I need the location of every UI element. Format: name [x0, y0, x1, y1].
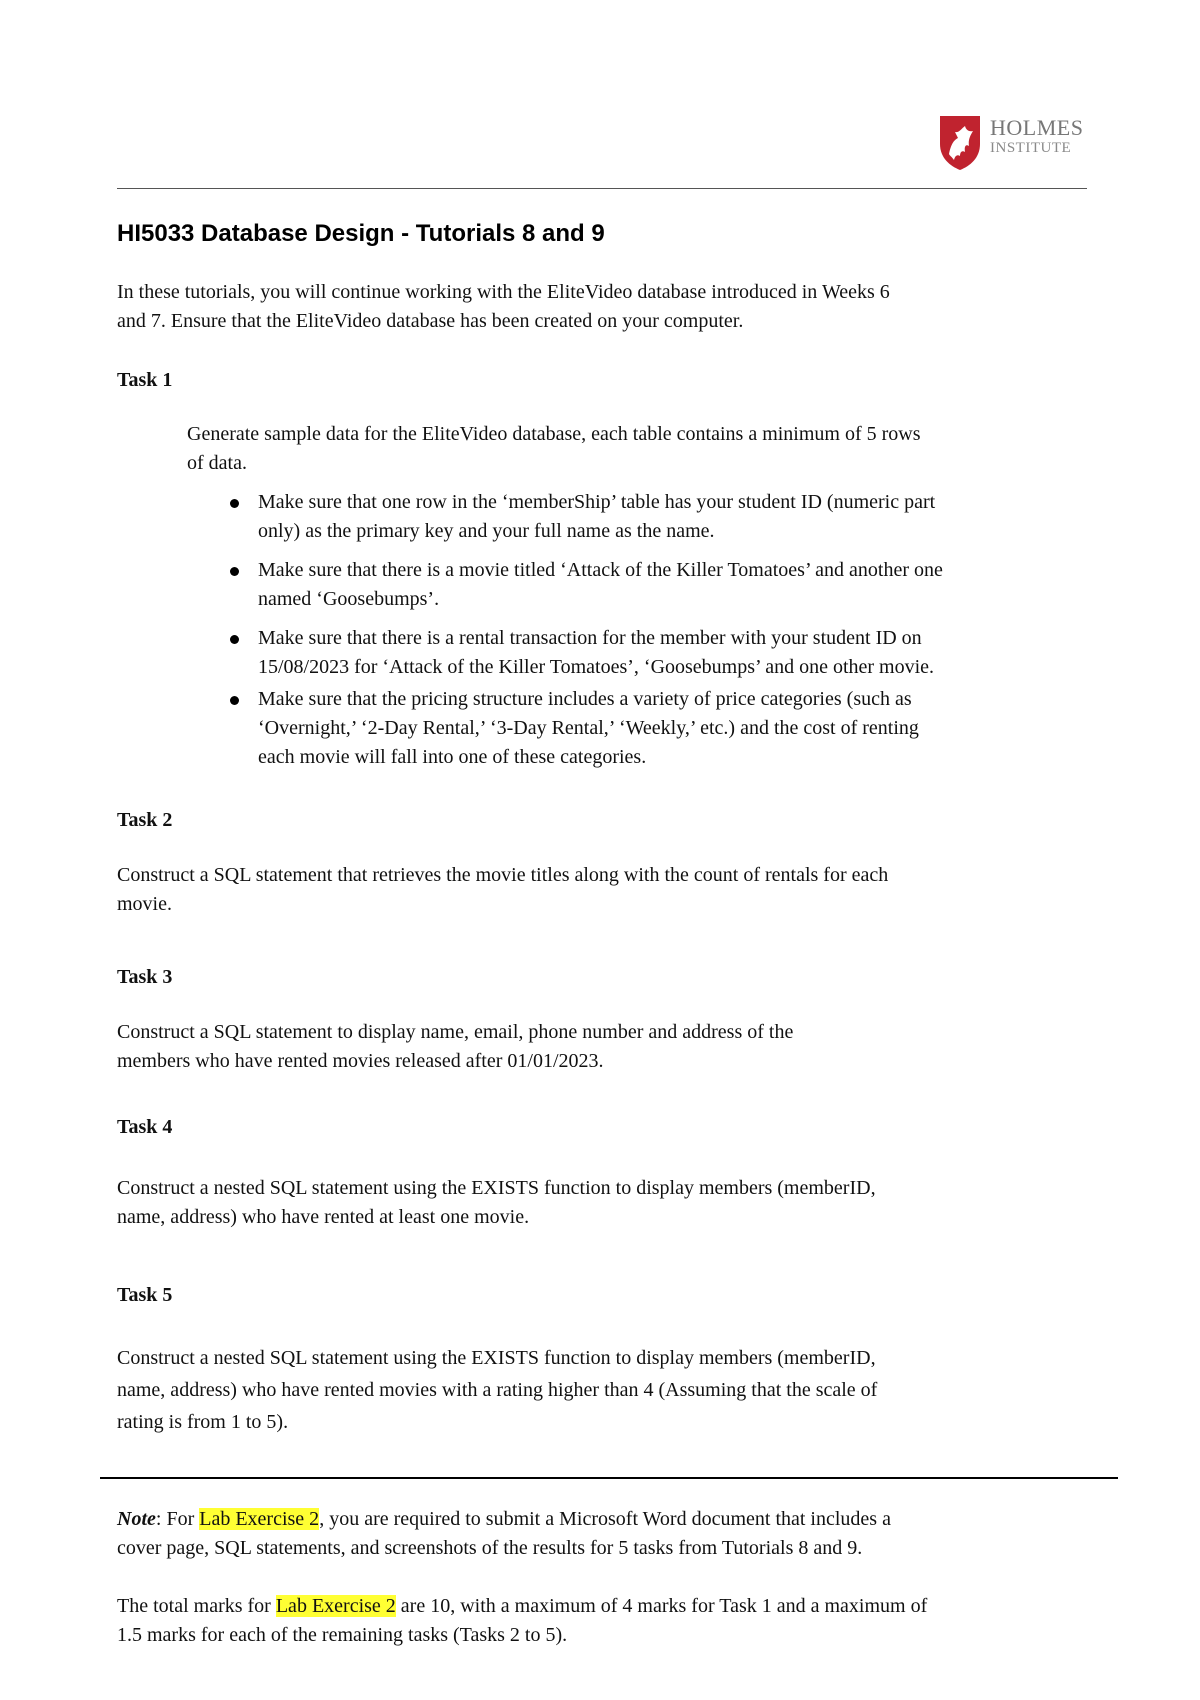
bullet-2-line-2: named ‘Goosebumps’. [258, 588, 440, 610]
note-line-1-before: : For [155, 1508, 200, 1530]
task-3-heading: Task 3 [117, 966, 173, 988]
document-title: HI5033 Database Design - Tutorials 8 and 9 [117, 220, 605, 247]
task-4-line-2: name, address) who have rented at least one movie. [117, 1206, 530, 1228]
marks-line-2: 1.5 marks for each of the remaining tasks (Tasks 2 to 5). [117, 1624, 568, 1646]
bullet-icon [230, 635, 239, 644]
task-5-line-2: name, address) who have rented movies with a rating higher than 4 (Assuming that the scale of [117, 1379, 878, 1401]
marks-after: are 10, with a maximum of 4 marks for Task 1 and a maximum of [395, 1595, 928, 1617]
bullet-2-line-1: Make sure that there is a movie titled ‘Attack of the Killer Tomatoes’ and another one [258, 559, 943, 581]
task-2-line-1: Construct a SQL statement that retrieves the movie titles along with the count of rentals for each [117, 864, 889, 886]
task-1-heading: Task 1 [117, 369, 173, 391]
marks-before: The total marks for [117, 1595, 276, 1617]
task-2-text [117, 861, 888, 919]
task-5-heading: Task 5 [117, 1284, 173, 1306]
bullet-3-line-1: Make sure that there is a rental transaction for the member with your student ID on [258, 627, 922, 649]
task-1-description-line-2: of data. [187, 452, 247, 474]
task-1-bullet-4 [230, 685, 1100, 772]
task-1-bullet-list [230, 488, 1100, 772]
task-1-bullet-2 [230, 556, 1100, 614]
task-5-line-3: rating is from 1 to 5). [117, 1411, 289, 1433]
logo-line-1: HOLMES [990, 115, 1084, 140]
bullet-1-line-1: Make sure that one row in the ‘memberShip’ table has your student ID (numeric part [258, 491, 936, 513]
bullet-4-line-2: ‘Overnight,’ ‘2-Day Rental,’ ‘3-Day Rental,’ ‘Weekly,’ etc.) and the cost of renting [258, 717, 919, 739]
task-1-description-line-1: Generate sample data for the EliteVideo database, each table contains a minimum of 5 rows [187, 423, 921, 445]
task-1-bullet-1 [230, 488, 1100, 546]
bullet-1-line-2: only) as the primary key and your full name as the name. [258, 520, 715, 542]
bullet-icon [230, 499, 239, 508]
task-5-text [117, 1342, 877, 1438]
intro-line-2: and 7. Ensure that the EliteVideo database has been created on your computer. [117, 310, 744, 332]
task-1-description [187, 420, 921, 478]
bullet-4-line-1: Make sure that the pricing structure includes a variety of price categories (such as [258, 688, 912, 710]
task-4-heading: Task 4 [117, 1116, 173, 1138]
bullet-icon [230, 567, 239, 576]
task-2-heading: Task 2 [117, 809, 173, 831]
marks-paragraph [117, 1592, 927, 1650]
note-label: Note [117, 1508, 156, 1530]
intro-line-1: In these tutorials, you will continue working with the EliteVideo database introduced in Weeks 6 [117, 281, 890, 303]
intro-paragraph [117, 278, 890, 336]
task-4-line-1: Construct a nested SQL statement using the EXISTS function to display members (memberID, [117, 1177, 876, 1199]
task-4-text [117, 1174, 876, 1232]
bullet-icon [230, 696, 239, 705]
section-divider [100, 1477, 1118, 1479]
header-divider [117, 188, 1087, 189]
griffin-shield-icon [938, 114, 982, 172]
task-3-text [117, 1018, 793, 1076]
task-5-line-1: Construct a nested SQL statement using the EXISTS function to display members (memberID, [117, 1347, 876, 1369]
bullet-4-line-3: each movie will fall into one of these categories. [258, 746, 647, 768]
lab-exercise-highlight: Lab Exercise 2 [199, 1508, 320, 1530]
task-3-line-1: Construct a SQL statement to display name, email, phone number and address of the [117, 1021, 794, 1043]
bullet-3-line-2: 15/08/2023 for ‘Attack of the Killer Tomatoes’, ‘Goosebumps’ and one other movie. [258, 656, 935, 678]
logo-line-2: INSTITUTE [990, 140, 1072, 156]
holmes-institute-logo [938, 114, 1090, 172]
lab-exercise-highlight: Lab Exercise 2 [275, 1595, 396, 1617]
note-paragraph [117, 1505, 891, 1563]
note-line-1-after: , you are required to submit a Microsoft Word document that includes a [319, 1508, 891, 1530]
task-1-bullet-3 [230, 624, 1100, 682]
note-line-2: cover page, SQL statements, and screenshots of the results for 5 tasks from Tutorials 8 and 9. [117, 1537, 863, 1559]
task-3-line-2: members who have rented movies released after 01/01/2023. [117, 1050, 604, 1072]
task-2-line-2: movie. [117, 893, 172, 915]
